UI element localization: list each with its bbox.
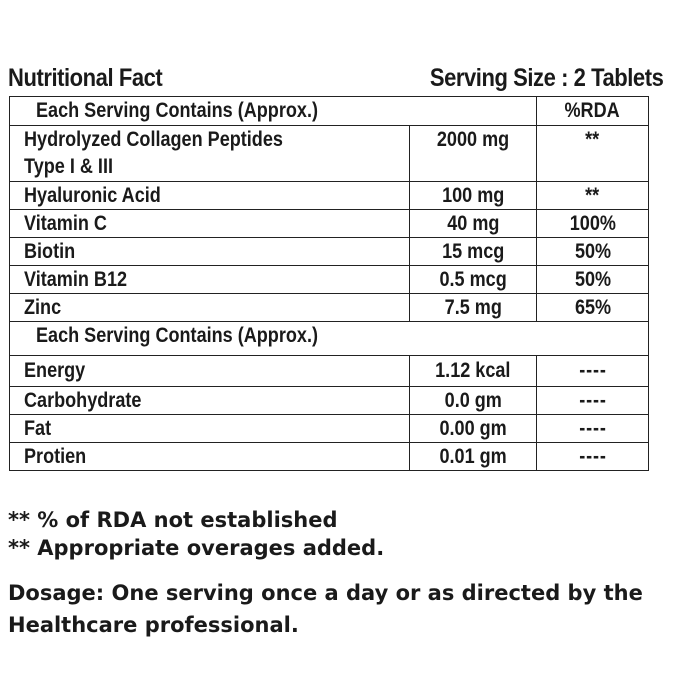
nutrient-rda: ---- bbox=[537, 356, 649, 387]
table-row bbox=[10, 356, 649, 387]
dosage-line: Healthcare professional. bbox=[8, 613, 299, 637]
table-row bbox=[10, 294, 649, 322]
label-title: Nutritional Fact bbox=[8, 64, 163, 92]
table-row bbox=[10, 415, 649, 443]
nutrient-rda: 50% bbox=[537, 266, 649, 294]
nutrient-rda: ** bbox=[537, 182, 649, 210]
label-notes bbox=[8, 506, 684, 641]
table-row bbox=[10, 266, 649, 294]
nutrient-name: Vitamin C bbox=[10, 210, 410, 238]
overage-footnote: ** Appropriate overages added. bbox=[8, 536, 385, 560]
serving-size: Serving Size : 2 Tablets bbox=[429, 64, 663, 92]
nutrient-quantity: 0.0 gm bbox=[410, 387, 537, 415]
table-section-row bbox=[10, 322, 649, 356]
nutrient-quantity: 7.5 mg bbox=[410, 294, 537, 322]
nutrient-rda: ---- bbox=[537, 443, 649, 471]
nutrient-quantity: 40 mg bbox=[410, 210, 537, 238]
dosage-instructions bbox=[8, 577, 684, 641]
dosage-line: Dosage: One serving once a day or as directed by the bbox=[8, 581, 643, 605]
nutrient-quantity: 2000 mg bbox=[410, 126, 537, 182]
label-header bbox=[8, 64, 663, 96]
rda-footnote: ** % of RDA not established bbox=[8, 508, 338, 532]
nutrient-quantity: 15 mcg bbox=[410, 238, 537, 266]
nutrition-table bbox=[9, 96, 649, 471]
nutrient-name: Carbohydrate bbox=[10, 387, 410, 415]
nutrient-name: Biotin bbox=[10, 238, 410, 266]
nutrient-name: Zinc bbox=[10, 294, 410, 322]
nutrient-quantity: 1.12 kcal bbox=[410, 356, 537, 387]
table-row bbox=[10, 210, 649, 238]
nutrient-name: Energy bbox=[10, 356, 410, 387]
nutrient-rda: ---- bbox=[537, 415, 649, 443]
table-row bbox=[10, 443, 649, 471]
table-row bbox=[10, 182, 649, 210]
table-header-row bbox=[10, 97, 649, 126]
table-row bbox=[10, 126, 649, 182]
nutrient-name: Protien bbox=[10, 443, 410, 471]
nutrient-name: Hydrolyzed Collagen Peptides Type I & III bbox=[10, 126, 410, 182]
nutrient-name: Hyaluronic Acid bbox=[10, 182, 410, 210]
nutrient-rda: 50% bbox=[537, 238, 649, 266]
nutrient-rda: 100% bbox=[537, 210, 649, 238]
nutrient-rda: 65% bbox=[537, 294, 649, 322]
nutrient-rda: ** bbox=[537, 126, 649, 182]
section-heading: Each Serving Contains (Approx.) bbox=[10, 322, 649, 356]
nutrient-quantity: 0.5 mcg bbox=[410, 266, 537, 294]
nutrient-quantity: 100 mg bbox=[410, 182, 537, 210]
nutrient-name: Fat bbox=[10, 415, 410, 443]
nutrient-quantity: 0.01 gm bbox=[410, 443, 537, 471]
nutrient-name: Vitamin B12 bbox=[10, 266, 410, 294]
rda-column-heading: %RDA bbox=[537, 97, 649, 126]
section-heading: Each Serving Contains (Approx.) bbox=[10, 97, 537, 126]
table-row bbox=[10, 387, 649, 415]
nutrient-rda: ---- bbox=[537, 387, 649, 415]
nutrient-quantity: 0.00 gm bbox=[410, 415, 537, 443]
table-row bbox=[10, 238, 649, 266]
